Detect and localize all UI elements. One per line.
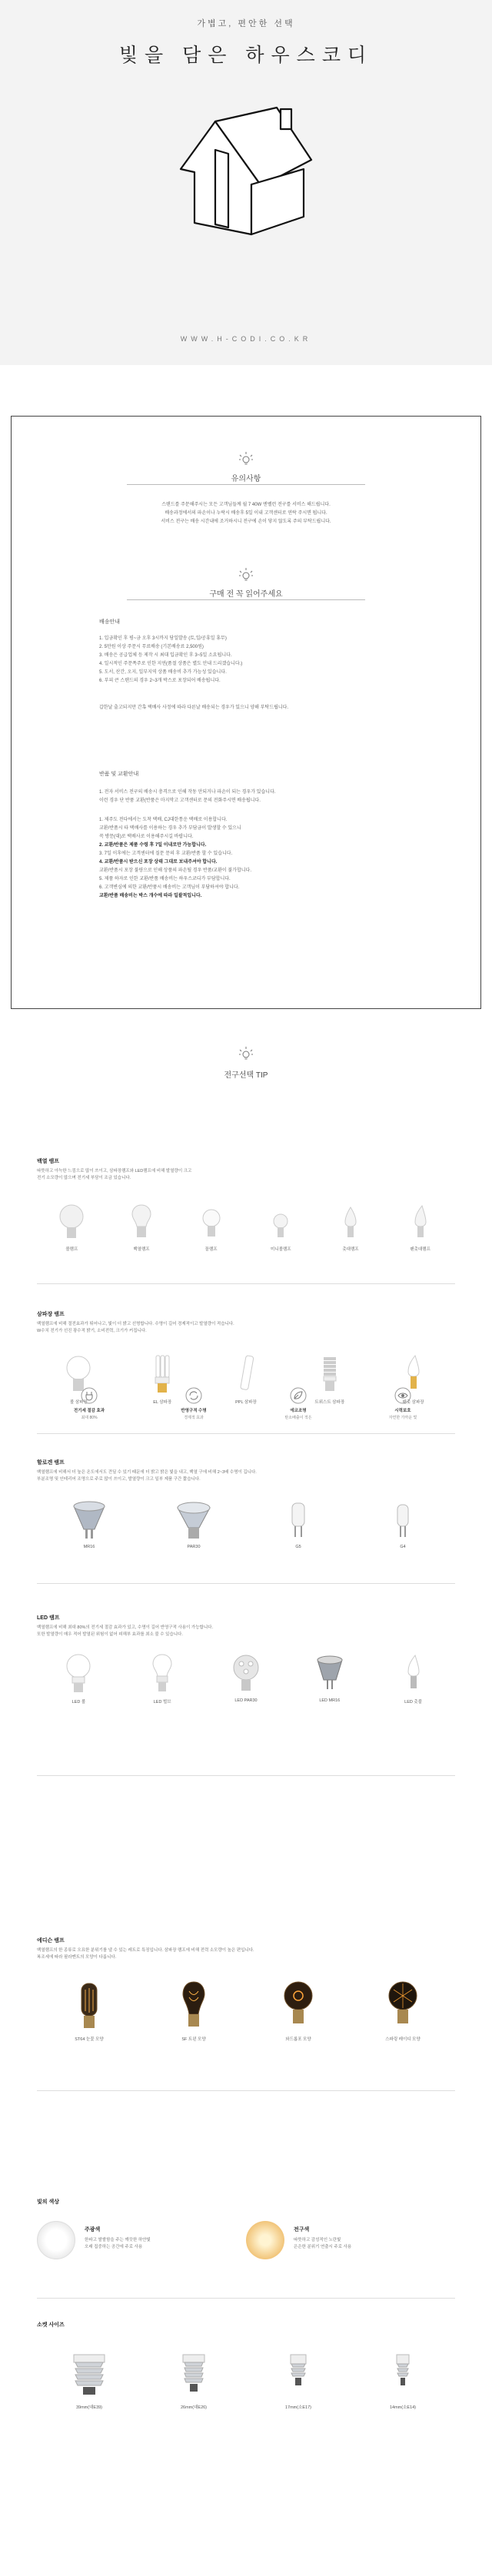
led-ball-icon [63,1652,94,1695]
lightbulb-icon [238,1045,254,1062]
feature-title: 시력보호 [394,1409,411,1413]
exchange-line: 꼭 방문(대)로 택배사로 이용해주시길 바랍니다. [99,835,194,839]
lightbulb-icon [238,566,254,583]
item-label: EL 삼파장 [153,1400,172,1405]
category-desc: 따뜻하고 아늑한 느낌으로 많이 쓰이고, 삼파장램프와 LED램프에 비해 발열량이 크고 [37,1169,192,1173]
divider [127,484,365,485]
flame-bulb-icon [407,1203,434,1243]
eye-icon [394,1387,411,1404]
category-desc: 백열램프에 비해 최대 80%의 전기세 절감 효과가 있고, 수명이 길어 반영구적 사용이 가능합니다. [37,1625,213,1630]
item-label: 팬촛대램프 [410,1247,430,1252]
item-label: 백열램프 [133,1247,150,1252]
edison-st64-icon [72,1979,106,2033]
exchange-line: 1. 전자 서비스 전구의 배송시 충격으로 인해 작동 안되거나 파손이 되는 경우가 있습니다. [99,790,276,795]
feature-item [55,1387,124,1420]
color-title: 주광색 [85,2227,101,2232]
item-label: ST64 눈꽃 모양 [75,2037,104,2042]
feature-sub: 탄소배출이 적은 [284,1416,312,1420]
exchange-line: 3. 7일 이후에는 고객센터에 질문 문의 후 교환/반품 할 수 있습니다. [99,851,233,856]
product-item[interactable] [303,1652,357,1705]
feature-title: 반영구적 수명 [181,1409,207,1413]
exchange-line: 5. 제품 하자로 인한 교환/반품 배송비는 하우스코디가 부담합니다. [99,877,231,881]
exchange-line: 1. 제주도 전다에서는 도착 택배, CJ대한통운 택배로 이용합니다. [99,818,228,822]
exchange-line: 4. 교환/반품시 받으신 포장 상태 그대로 보내주셔야 합니다. [99,860,218,865]
feature-sub: 자연한 가까운 빛 [388,1416,417,1420]
item-label: 스파링 레이디 모양 [385,2037,421,2042]
item-label: 팬촛 삼파장 [402,1400,424,1405]
hero-title: 빛을 담은 하우스코디 [118,45,374,66]
category-title: LED 램프 [37,1615,60,1621]
item-label: 39mm(대E39) [75,2405,103,2410]
feature-title: 전기세 절감 효과 [73,1409,105,1413]
product-item[interactable] [52,1652,105,1705]
notice-box [11,416,481,1009]
product-item[interactable] [45,1203,98,1252]
item-label: G4 [400,1545,406,1549]
item-label: 꼴램프 [204,1247,218,1252]
item-label: LED PAR30 [234,1698,258,1703]
feature-sub: 경제적 효과 [184,1416,204,1420]
product-item[interactable] [376,1499,430,1549]
divider [37,1583,455,1584]
socket-item[interactable] [260,2352,337,2410]
category-title: 백열 램프 [37,1159,59,1164]
category-title: 할로겐 램프 [37,1460,65,1466]
socket-sizes [37,2352,455,2410]
item-label: 26mm(대E26) [180,2405,208,2410]
hero-tagline: 가볍고, 편안한 선택 [197,19,295,28]
category-led [37,1614,455,1638]
hero-banner [0,0,492,365]
category-desc: 전기 소모량이 많으며 전기세 부담이 조금 있습니다. [37,1176,131,1180]
product-item[interactable] [254,1203,308,1252]
g5-capsule-icon [279,1499,317,1542]
item-label: LED 볼 [71,1700,86,1705]
color-desc: 한파고 쌀쌀함을 주는 깨끗한 하얀빛 [85,2238,151,2242]
feature-title: 에코조명 [290,1409,307,1413]
shipping-line: 6. 부피 큰 스탠드의 경우 2~3개 박스로 포장되어 배송됩니다. [99,679,221,683]
socket-item[interactable] [364,2352,441,2410]
halogen-items [37,1499,455,1549]
category-desc: 또한 발열량이 매우 적어 발열된 위험이 없어 피해부 효과를 최소 불 수 있습니다. [37,1632,183,1637]
shipping-line: 4. 일시적인 주문폭주로 인한 지연(품절 상품은 별도 안내 드리겠습니다.) [99,662,243,666]
product-item[interactable] [376,1979,430,2042]
category-tri-band [37,1310,455,1335]
item-label: G5 [295,1545,301,1549]
notice-line: 배송과정에서의 파손이나 누락시 배송후 5일 이내 고객센터로 연락 주시면 됩니다. [165,511,327,516]
socket-heading: 소켓 사이즈 [37,2322,65,2328]
mini-bulb-icon [267,1203,294,1243]
product-item[interactable] [62,1979,116,2042]
exchange-line: 이런 경우 단 반품 교환(반품은 마지막고 고객센터로 문의 전화주시면 배송됩니다. [99,798,261,803]
led-candle-icon [398,1652,429,1695]
exchange-intro [99,788,407,805]
item-label: 볼 삼파장 [70,1400,88,1405]
category-edison [37,1937,455,1961]
product-item[interactable] [62,1499,116,1549]
socket-item[interactable] [51,2352,128,2410]
color-option-warm [246,2221,455,2259]
exchange-line: 2. 교환/반품은 제품 수령 후 7일 이내로만 가능합니다. [99,843,207,848]
divider [127,599,365,600]
plug-icon [81,1387,98,1404]
category-incandescent [37,1157,455,1182]
led-items [37,1652,455,1705]
divider [37,1775,455,1776]
item-label: 볼램프 [65,1247,78,1252]
category-halogen [37,1459,455,1483]
tips-heading: 전구선택 TIP [224,1071,268,1080]
category-title: 에디슨 램프 [37,1938,65,1944]
notice-text [12,501,480,526]
item-label: MR16 [83,1545,95,1549]
item-label: PPL 삼파장 [235,1400,257,1405]
exchange-line: 교환/반품시 포장 불량으로 인해 상품의 파손될 경우 반품/교환이 불가합니다. [99,868,252,873]
socket-e26-icon [171,2352,217,2401]
item-label: 와드롭포 모양 [285,2037,311,2042]
ball-bulb-icon [58,1203,85,1243]
socket-e39-icon [66,2352,112,2401]
item-label: 촛대램프 [342,1247,359,1252]
item-label: 14mm(소E14) [389,2405,417,2410]
notice-heading: 유의사항 [231,475,261,483]
category-desc: 백열램프에 비해서 더 높은 온도에서도 견딜 수 있기 때문에 더 밝고 밝은 빛을 내고, 백열 구에 비해 2~3배 수명이 깁니다. [37,1470,257,1475]
color-option-daylight [37,2221,246,2259]
product-item[interactable] [324,1203,377,1252]
item-label: 미니볼램프 [271,1247,291,1252]
bulb-icon [128,1203,155,1243]
product-item[interactable] [271,1979,325,2042]
exchange-line: 교환/반품시 타 택배사를 이용하는 경우 추가 부담금이 발생할 수 있으니 [99,826,241,831]
edison-globe-icon [281,1979,315,2033]
shipping-list [99,635,407,685]
divider [37,2298,455,2299]
edison-sf-icon [177,1979,211,2033]
product-item[interactable] [115,1203,168,1252]
lightbulb-icon [238,450,254,467]
shipping-title: 배송안내 [99,619,121,625]
feature-sub: 최대 80% [81,1416,98,1420]
leaf-icon [290,1387,307,1404]
candle-bulb-icon [337,1203,364,1243]
globe-bulb-icon [198,1203,225,1243]
item-label: PAR30 [187,1545,201,1549]
shipping-line: 2. 5만원 이상 주문시 무료배송 (기본배송료 2,500원) [99,645,204,649]
house-icon [173,92,319,254]
divider [37,2090,455,2091]
shipping-note: 갑한날 출고되지만 간혹 택배사 사정에 따라 다른날 배송되는 경우가 있으니 양해 부탁드립니다. [99,705,289,710]
notice-line: 서비스 전구는 배송 시간내에 조거하시니 전구에 손이 닿지 않도록 주의 부탁드립니다. [161,520,331,524]
hero-url: WWW.H-CODI.CO.KR [180,335,312,343]
product-item[interactable] [184,1203,238,1252]
g4-capsule-icon [384,1499,422,1542]
product-item[interactable] [387,1652,440,1705]
exchange-title: 반품 및 교환안내 [99,772,139,777]
shipping-line: 1. 입금확인 후 평~금 오후 3시까지 당일발송 (토,일/공휴일 휴무) [99,636,227,641]
item-label: LED 벌브 [153,1700,171,1705]
color-heading: 빛의 색상 [37,2199,59,2205]
shipping-line: 3. 배송은 공급업체 등 제작 시 최대 입금확인 후 3~5일 소요됩니다. [99,653,232,658]
refresh-icon [185,1387,202,1404]
notice-line: 스탠드를 주문해주시는 모든 고객님들께 월 7 40W 엔벨런 전구를 서비스 해드립니다. [161,503,331,507]
socket-item[interactable] [155,2352,232,2410]
color-desc: 오래 집중하는 공간에 주로 사용 [85,2245,143,2249]
item-label: LED MR16 [319,1698,341,1703]
category-desc: W수치 전기가 선진 광수적 밝기, 소비전력, 크기가 커집니다. [37,1329,147,1333]
category-desc: 백열램프의 한 종류로 오묘한 분위기를 낼 수 있는 레트로 특징입니다. 삼파장 램프에 비해 전력 소모량이 높은 편입니다. [37,1948,254,1953]
item-label: LED 촛불 [404,1700,422,1705]
led-par30-icon [231,1652,261,1695]
par30-icon [175,1499,213,1542]
socket-heading-wrap [37,2321,455,2332]
exchange-list [99,816,407,901]
incandescent-items [37,1203,455,1252]
product-item[interactable] [394,1203,447,1252]
product-item[interactable] [167,1979,221,2042]
color-desc: 따뜻하고 감성적인 노란빛 [294,2238,341,2242]
led-bulb-icon [147,1652,178,1695]
item-label: SF 트윈 모양 [181,2037,206,2042]
exchange-line: 교환/반품 배송비는 박스 개수에 따라 일괄적입니다. [99,894,202,898]
product-item[interactable] [271,1499,325,1549]
daylight-swatch [37,2221,75,2259]
mr16-icon [70,1499,108,1542]
divider [37,1433,455,1434]
category-desc: 복조세에 따라 필라멘트의 모양이 다릅니다. [37,1955,117,1960]
led-features [37,1387,455,1420]
exchange-line: 6. 고객변심에 의한 교환/반품시 배송비는 고객님이 부담하셔야 합니다. [99,885,240,890]
color-heading-wrap [37,2198,455,2209]
warm-swatch [246,2221,284,2259]
shipping-line: 5. 도서, 산간, 오지, 일부지역 상품 배송비 추가 가능성 있습니다. [99,670,227,675]
color-desc: 은은한 분위기 연출시 주로 사용 [294,2245,352,2249]
edison-spiral-icon [386,1979,420,2033]
socket-e17-icon [275,2352,321,2401]
product-item[interactable] [219,1652,273,1705]
category-desc: 부분조명 및 인테리어 조명으로 주로 많이 쓰이고, 발열량이 크고 일부 제품 구간 짧습니다. [37,1477,201,1482]
item-label: 트위스트 삼파장 [314,1400,345,1405]
item-label: 17mm(소E17) [284,2405,312,2410]
color-title: 전구색 [294,2227,310,2232]
category-title: 삼파장 램프 [37,1312,65,1317]
category-desc: 백열램프에 비해 절전효과가 뛰어나고, 빛이 더 밝고 선명합니다. 수명이 길어 경제적이고 발열량이 적습니다. [37,1322,234,1326]
socket-e14-icon [380,2352,426,2401]
product-item[interactable] [135,1652,189,1705]
product-item[interactable] [167,1499,221,1549]
feature-item [368,1387,437,1420]
feature-item [159,1387,228,1420]
led-mr16-icon [314,1652,345,1695]
light-colors [37,2221,455,2259]
edison-items [37,1979,455,2042]
divider [37,1283,455,1284]
read-heading: 구매 전 꼭 읽어주세요 [209,590,283,599]
feature-item [264,1387,333,1420]
